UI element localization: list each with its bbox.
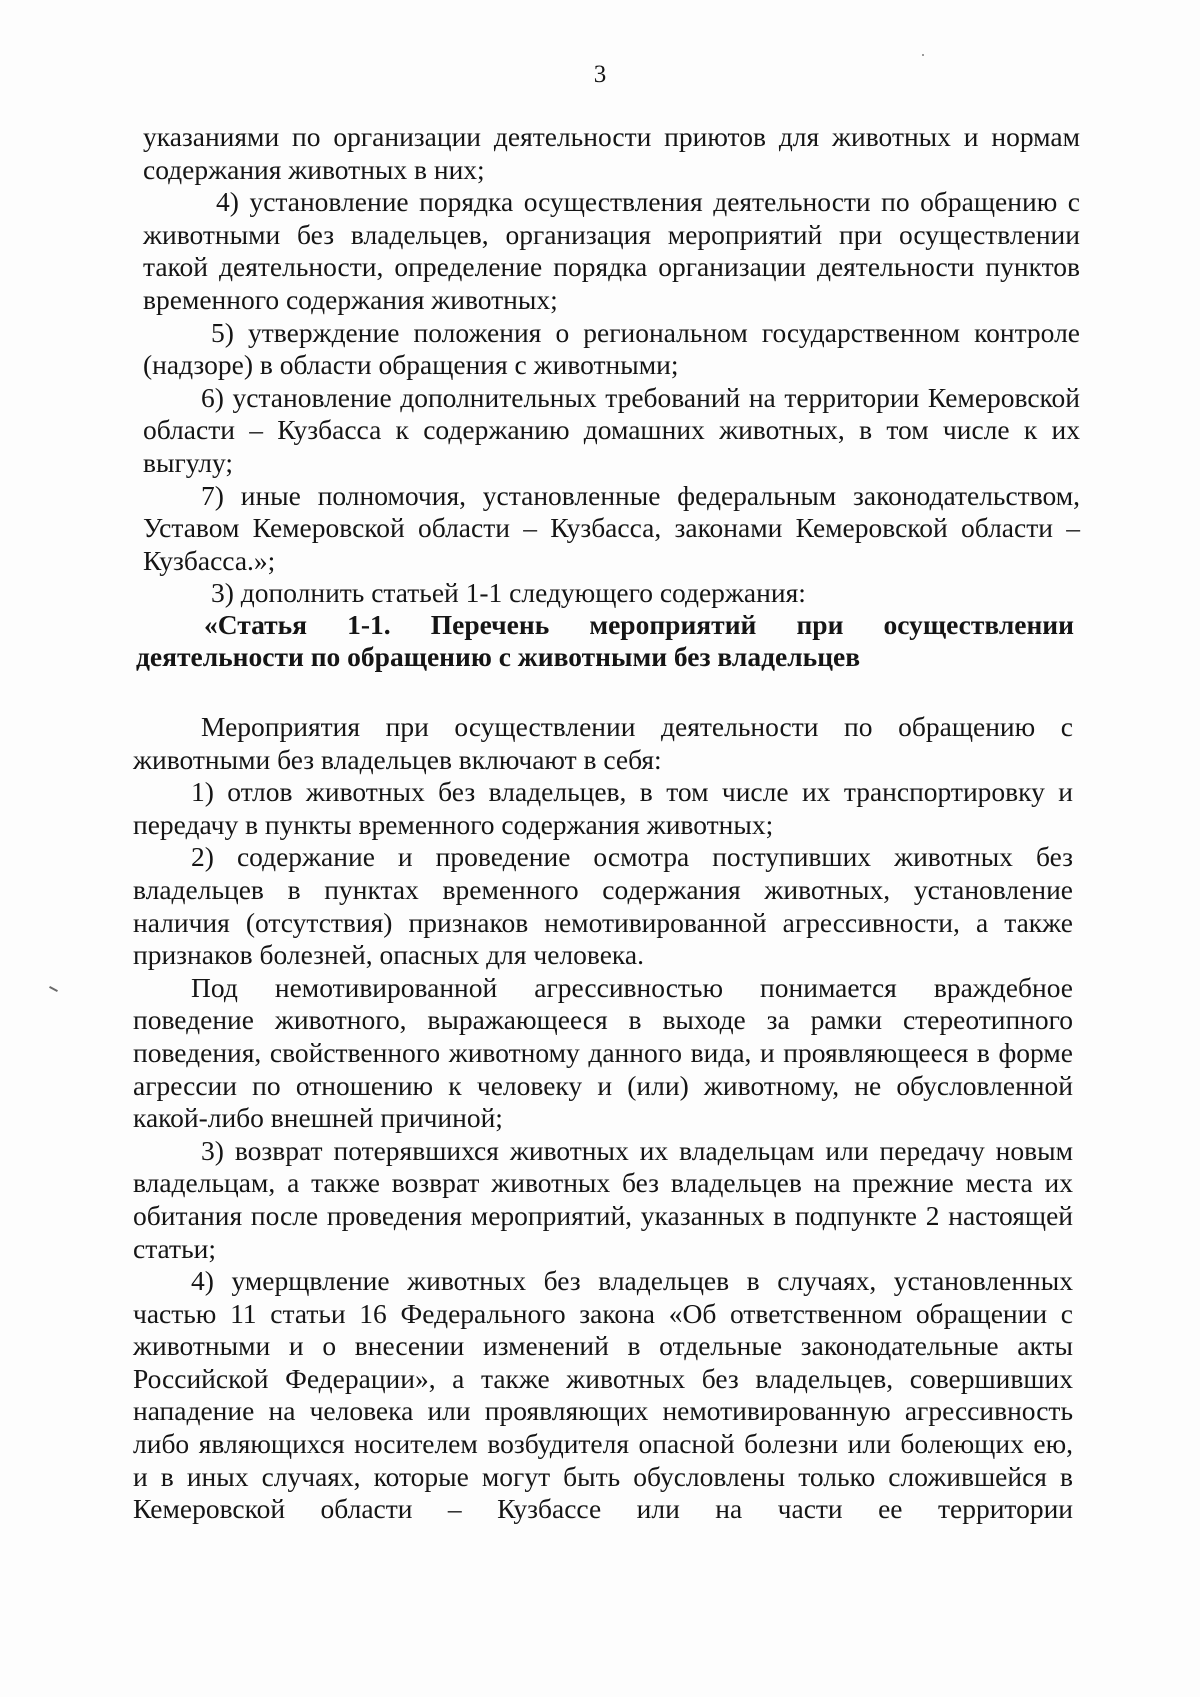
- list-item-5: 5) утверждение положения о региональном государственном контроле (надзоре) в области обращения с животными;: [143, 316, 1080, 381]
- measure-item-4: 4) умерщвление животных без владельцев в случаях, установленных частью 11 статьи 16 Федерального закона «Об ответственном обращении с животными и о внесении изменений в отдельные законодательные акты Российской Федерации», а также животных без владельцев, совершивших нападение на человека или проявляющих немотивированную агрессивность либо являющихся носителем возбудителя опасной болезни или болеющих ею, и в иных случаях, которые могут быть обусловлены только сложившейся в Кемеровской области – Кузбассе или на части ее территории: [133, 1265, 1073, 1525]
- previous-article-continuation: [143, 121, 1080, 610]
- measure-item-3: 3) возврат потерявшихся животных их владельцам или передачу новым владельцам, а также возврат животных без владельцев на прежние места их обитания после проведения мероприятий, указанных в подпункте 2 настоящей статьи;: [133, 1134, 1073, 1264]
- measure-item-1: 1) отлов животных без владельцев, в том числе их транспортировку и передачу в пункты временного содержания животных;: [133, 776, 1073, 840]
- amendment-item-3: 3) дополнить статьей 1-1 следующего содержания:: [211, 577, 806, 609]
- article-heading: «Статья 1-1. Перечень мероприятий при осуществлении деятельности по обращению с животными без владельцев: [136, 609, 1074, 672]
- scan-artifact-dot: [922, 54, 924, 56]
- article-intro-paragraph: Мероприятия при осуществлении деятельности по обращению с животными без владельцев включают в себя:: [133, 711, 1073, 775]
- article-body: [133, 711, 1073, 1526]
- scan-artifact-mark: [49, 986, 58, 992]
- paragraph-continuation: указаниями по организации деятельности приютов для животных и нормам содержания животных в них;: [143, 121, 1080, 185]
- aggressiveness-definition: Под немотивированной агрессивностью понимается враждебное поведение животного, выражающееся в выходе за рамки стереотипного поведения, свойственного животному данного вида, и проявляющееся в форме агрессии по отношению к человеку и (или) животному, не обусловленной какой-либо внешней причиной;: [133, 971, 1073, 1134]
- list-item-4: 4) установление порядка осуществления деятельности по обращению с животными без владельцев, организация мероприятий при осуществлении такой деятельности, определение порядка организации деятельности пунктов временного содержания животных;: [143, 186, 1080, 315]
- article-heading-block: [136, 609, 1074, 673]
- page-number: 3: [593, 61, 607, 88]
- list-item-6: 6) установление дополнительных требований на территории Кемеровской области – Кузбасса к содержанию домашних животных, в том числе к их выгулу;: [143, 381, 1080, 478]
- list-item-7: 7) иные полномочия, установленные федеральным законодательством, Уставом Кемеровской области – Кузбасса, законами Кемеровской области – Кузбасса.»;: [143, 479, 1080, 576]
- measure-item-2: 2) содержание и проведение осмотра поступивших животных без владельцев в пунктах временного содержания животных, установление наличия (отсутствия) признаков немотивированной агрессивности, а также признаков болезней, опасных для человека.: [133, 841, 1073, 971]
